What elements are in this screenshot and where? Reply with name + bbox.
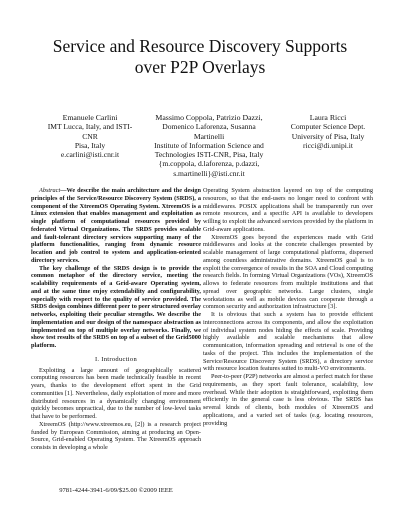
abstract: [31, 187, 201, 350]
abstract-paragraph-2: The key challenge of the SRDS design is to provide the common metaphor of the directory service, meeting the scalability requirements of a Grid-aware Operating system, and at the same time enjoy extendability and configurability, especially with respect to the quality of service provided. The SRDS design combines different peer to peer structured overlay networks, exploiting their peculiar strengths. We describe the implementation and our design of the namespace abstraction as implemented on top of multiple overlay networks. Finally, we show test results of the SRDS on top of a subset of the Grid5000 platform.: [31, 264, 202, 349]
title-line-1: Service and Resource Discovery Supports: [52, 36, 348, 56]
author-affiliation: Technologies ISTI-CNR, Pisa, Italy: [154, 150, 264, 160]
author-email: {m.coppola, d.laforenza, p.dazzi,: [158, 159, 260, 169]
author-name: Laura Ricci: [309, 113, 347, 122]
paper-title: [0, 36, 400, 78]
author-2: [148, 113, 270, 178]
body-paragraph-4: Peer-to-peer (P2P) networks are almost a perfect match for these requirements, as they sport fault tolerance, scalability, low overhead. While their adoption is straightforward, exploiting them efficiently in the general case is less obvious. The SRDS has several kinds of clients, both modules of XtreemOS and applications, and a varied set of tasks (e.g. locating resources, providing: [203, 373, 373, 427]
abstract-label: Abstract: [39, 187, 61, 194]
author-affiliation: Computer Science Dept.: [290, 122, 366, 132]
intro-paragraph-1: Exploiting a large amount of geographically scattered computing resources has been made technically feasible in recent years, thanks to the development effort spent in the Grid communities [1]. Nevertheless, daily exploitation of more and more distributed resources in a dynamically changing environment quickly becomes unpractical, due to the number of low-level tasks that have to be performed.: [31, 366, 201, 420]
abstract-paragraph-1: Abstract—We describe the main architecture and the design principles of the Service/Resource Discovery System (SRDS), a component of the XtreemOS Operating System. XtreemOS is a Linux extension that enables management and exploitation as single platform of computational resources provided by federated Virtual Organizations. The SRDS provides scalable and fault-tolerant directory services supporting many of the platform functionalities, ranging from dynamic resource location and job control to system and application-oriented directory services.: [31, 187, 201, 264]
author-name: Emanuele Carlini: [62, 113, 118, 122]
author-affiliation: Domenico Laforenza, Susanna Martinelli: [162, 122, 256, 141]
body-paragraph-3: It is obvious that such a system has to provide efficient interconnections across its components, and allow the exploitation of individual system nodes hiding the effects of scale. Providing highly available and scalable mechanisms that allow communication, information spreading and retrieval is one of the tasks of the project. This includes the implementation of the Service/Resource Discovery System (SRDS), a directory service with resource location features suited to multi-VO environments.: [203, 311, 373, 373]
intro-paragraph-2: XtreemOS (http://www.xtreemos.eu, [2]) is a research project funded by European Commission, aiming at producing an Open-Source, Grid-enabled Operating System. The XtreemOS approach consists in developing a whole: [31, 420, 201, 451]
section-heading: I. Introduction: [94, 355, 138, 363]
body-paragraph-1: Operating System abstraction layered on top of the computing resources, so that the end-users no longer need to confront with middlewares. POSIX applications shall be transparently run over remote resources, and a specific API is available to developers willing to exploit the advanced services provided by the platform in Grid-aware applications.: [203, 187, 373, 233]
author-affiliation: Pisa, Italy: [74, 140, 106, 150]
author-affiliation: IMT Lucca, Italy, and ISTI-CNR: [47, 122, 133, 141]
author-3: [278, 113, 378, 150]
copyright-notice: 9781-4244-3941-6/09/$25.00 ©2009 IEEE: [59, 487, 173, 494]
left-column: [31, 187, 201, 452]
author-affiliation: University of Pisa, Italy: [291, 131, 365, 141]
author-email: e.carlini@isti.cnr.it: [60, 150, 120, 160]
author-name: Massimo Coppola, Patrizio Dazzi,: [155, 113, 263, 122]
author-email: ricci@di.unipi.it: [302, 140, 354, 150]
author-block: [0, 113, 400, 178]
author-1: [40, 113, 140, 159]
author-email: s.martinelli}@isti.cnr.it: [173, 168, 245, 178]
title-line-2: over P2P Overlays: [134, 57, 266, 77]
right-column: [203, 187, 373, 427]
body-paragraph-2: XtreemOS goes beyond the experiences made with Grid middlewares and looks at the concrete challenges presented by scalable management of large computational platforms, dispersed among countless administrative domains. XtreemOS goal is to exploit the convergence of results in the SOA and Cloud computing research fields. In forming Virtual Organizations (VOs), XtreemOS allows to federate resources from multiple institutions and that spread over geographic networks. Large clusters, single workstations as well as mobile devices can cooperate through a common security and authorization infrastructure [3].: [203, 233, 373, 311]
author-affiliation: Institute of Information Science and: [154, 140, 264, 150]
